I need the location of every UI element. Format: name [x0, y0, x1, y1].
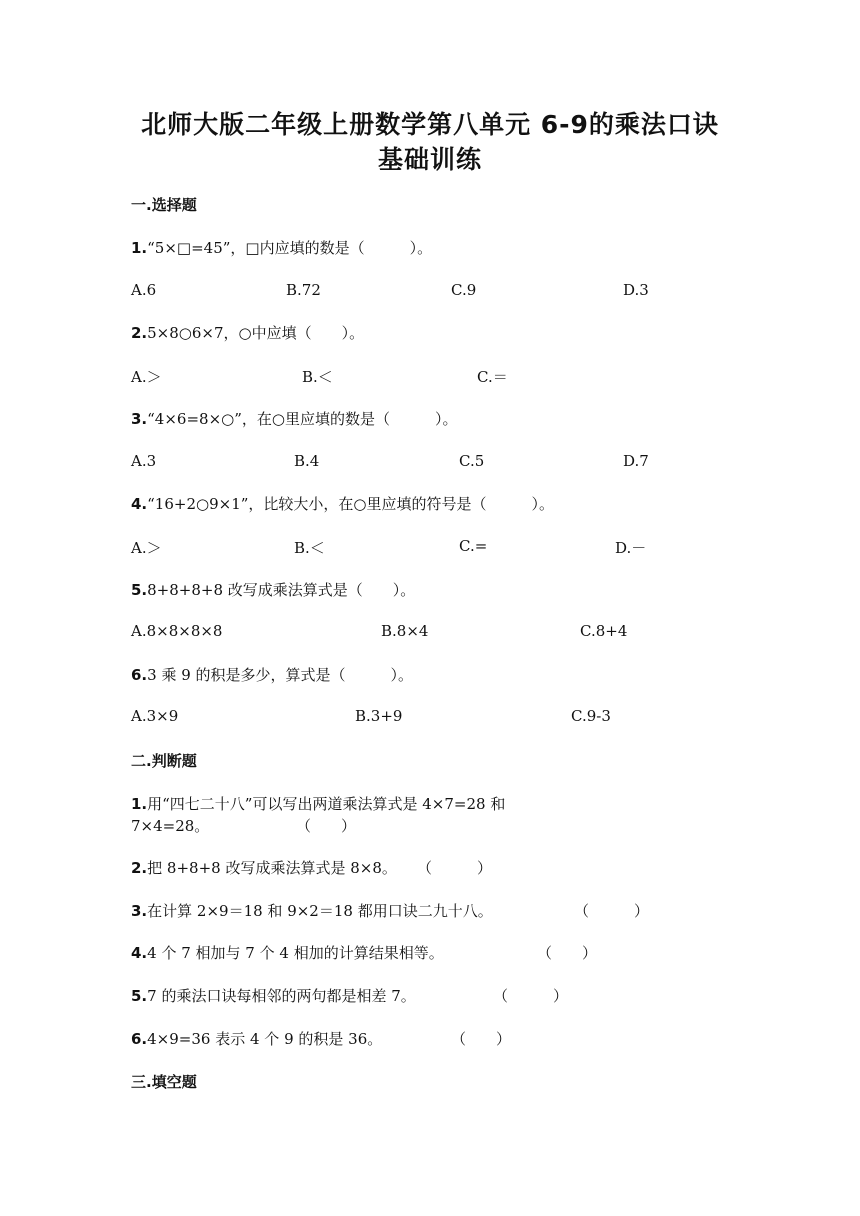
answer-blank[interactable]: （ ）	[451, 1030, 512, 1048]
question-number: 5.	[131, 581, 148, 599]
question-number: 3.	[131, 410, 148, 428]
answer-blank[interactable]: （ ）	[574, 902, 650, 920]
option-b[interactable]: B.3+9	[355, 707, 403, 725]
option-d[interactable]: D.－	[615, 539, 647, 557]
option-a[interactable]: A.3	[131, 452, 157, 470]
question-text: 4 个 7 相加与 7 个 4 相加的计算结果相等。	[147, 944, 444, 962]
option-c[interactable]: C.＝	[477, 368, 508, 386]
option-c[interactable]: C.8+4	[580, 622, 628, 640]
question-number: 6.	[131, 1030, 148, 1048]
option-c[interactable]: C.9-3	[571, 707, 611, 725]
page-title-line2: 基础训练	[377, 145, 482, 174]
option-a[interactable]: A.＞	[131, 539, 162, 557]
question-number: 5.	[131, 987, 148, 1005]
section-heading-choice: 一.选择题	[131, 196, 197, 214]
option-b[interactable]: B.＜	[294, 539, 325, 557]
option-b[interactable]: B.＜	[302, 368, 333, 386]
question-text: “5×□=45”，□内应填的数是（ ）。	[147, 239, 433, 257]
choice-question-3	[131, 408, 458, 429]
choice-question-5	[131, 579, 415, 600]
judge-question-5	[131, 985, 416, 1006]
question-text: 7 的乘法口诀每相邻的两句都是相差 7。	[147, 987, 416, 1005]
question-text: 用“四七二十八”可以写出两道乘法算式是 4×7=28 和	[147, 795, 506, 813]
question-text: 在计算 2×9＝18 和 9×2＝18 都用口诀二九十八。	[147, 902, 493, 920]
page-title: 北师大版二年级上册数学第八单元 6-9的乘法口诀	[141, 110, 719, 139]
judge-question-6	[131, 1028, 382, 1049]
question-number: 4.	[131, 495, 148, 513]
question-text: 3 乘 9 的积是多少，算式是（ ）。	[147, 666, 414, 684]
question-number: 1.	[131, 239, 148, 257]
option-c[interactable]: C.9	[451, 281, 477, 299]
question-number: 1.	[131, 795, 148, 813]
answer-blank[interactable]: （ ）	[537, 944, 598, 962]
question-number: 2.	[131, 324, 148, 342]
option-c[interactable]: C.5	[459, 452, 485, 470]
question-text: 8+8+8+8 改写成乘法算式是（ ）。	[147, 581, 416, 599]
choice-question-4	[131, 493, 554, 514]
section-heading-judge: 二.判断题	[131, 752, 197, 770]
choice-question-2	[131, 322, 364, 343]
option-d[interactable]: D.3	[623, 281, 649, 299]
option-b[interactable]: B.72	[286, 281, 321, 299]
question-text: “4×6=8×○”，在○里应填的数是（ ）。	[147, 410, 458, 428]
answer-blank[interactable]: （ ）	[417, 859, 493, 877]
judge-question-2	[131, 857, 397, 878]
option-a[interactable]: A.6	[131, 281, 157, 299]
judge-question-1	[131, 793, 505, 814]
choice-question-1	[131, 237, 432, 258]
question-text: 把 8+8+8 改写成乘法算式是 8×8。	[147, 859, 397, 877]
option-a[interactable]: A.＞	[131, 368, 162, 386]
judge-question-1-line2: 7×4=28。	[131, 817, 210, 835]
question-text: 4×9=36 表示 4 个 9 的积是 36。	[147, 1030, 383, 1048]
option-a[interactable]: A.8×8×8×8	[131, 622, 223, 640]
question-number: 2.	[131, 859, 148, 877]
answer-blank[interactable]: （ ）	[493, 987, 569, 1005]
judge-question-4	[131, 942, 444, 963]
option-d[interactable]: D.7	[623, 452, 649, 470]
option-b[interactable]: B.4	[294, 452, 320, 470]
question-number: 6.	[131, 666, 148, 684]
question-number: 4.	[131, 944, 148, 962]
option-c[interactable]: C.=	[459, 537, 488, 555]
section-heading-fill: 三.填空题	[131, 1073, 197, 1091]
judge-question-3	[131, 900, 493, 921]
option-b[interactable]: B.8×4	[381, 622, 429, 640]
question-text: 5×8○6×7，○中应填（ ）。	[147, 324, 365, 342]
choice-question-6	[131, 664, 413, 685]
question-text: “16+2○9×1”，比较大小，在○里应填的符号是（ ）。	[147, 495, 555, 513]
answer-blank[interactable]: （ ）	[296, 817, 357, 835]
question-number: 3.	[131, 902, 148, 920]
option-a[interactable]: A.3×9	[131, 707, 179, 725]
